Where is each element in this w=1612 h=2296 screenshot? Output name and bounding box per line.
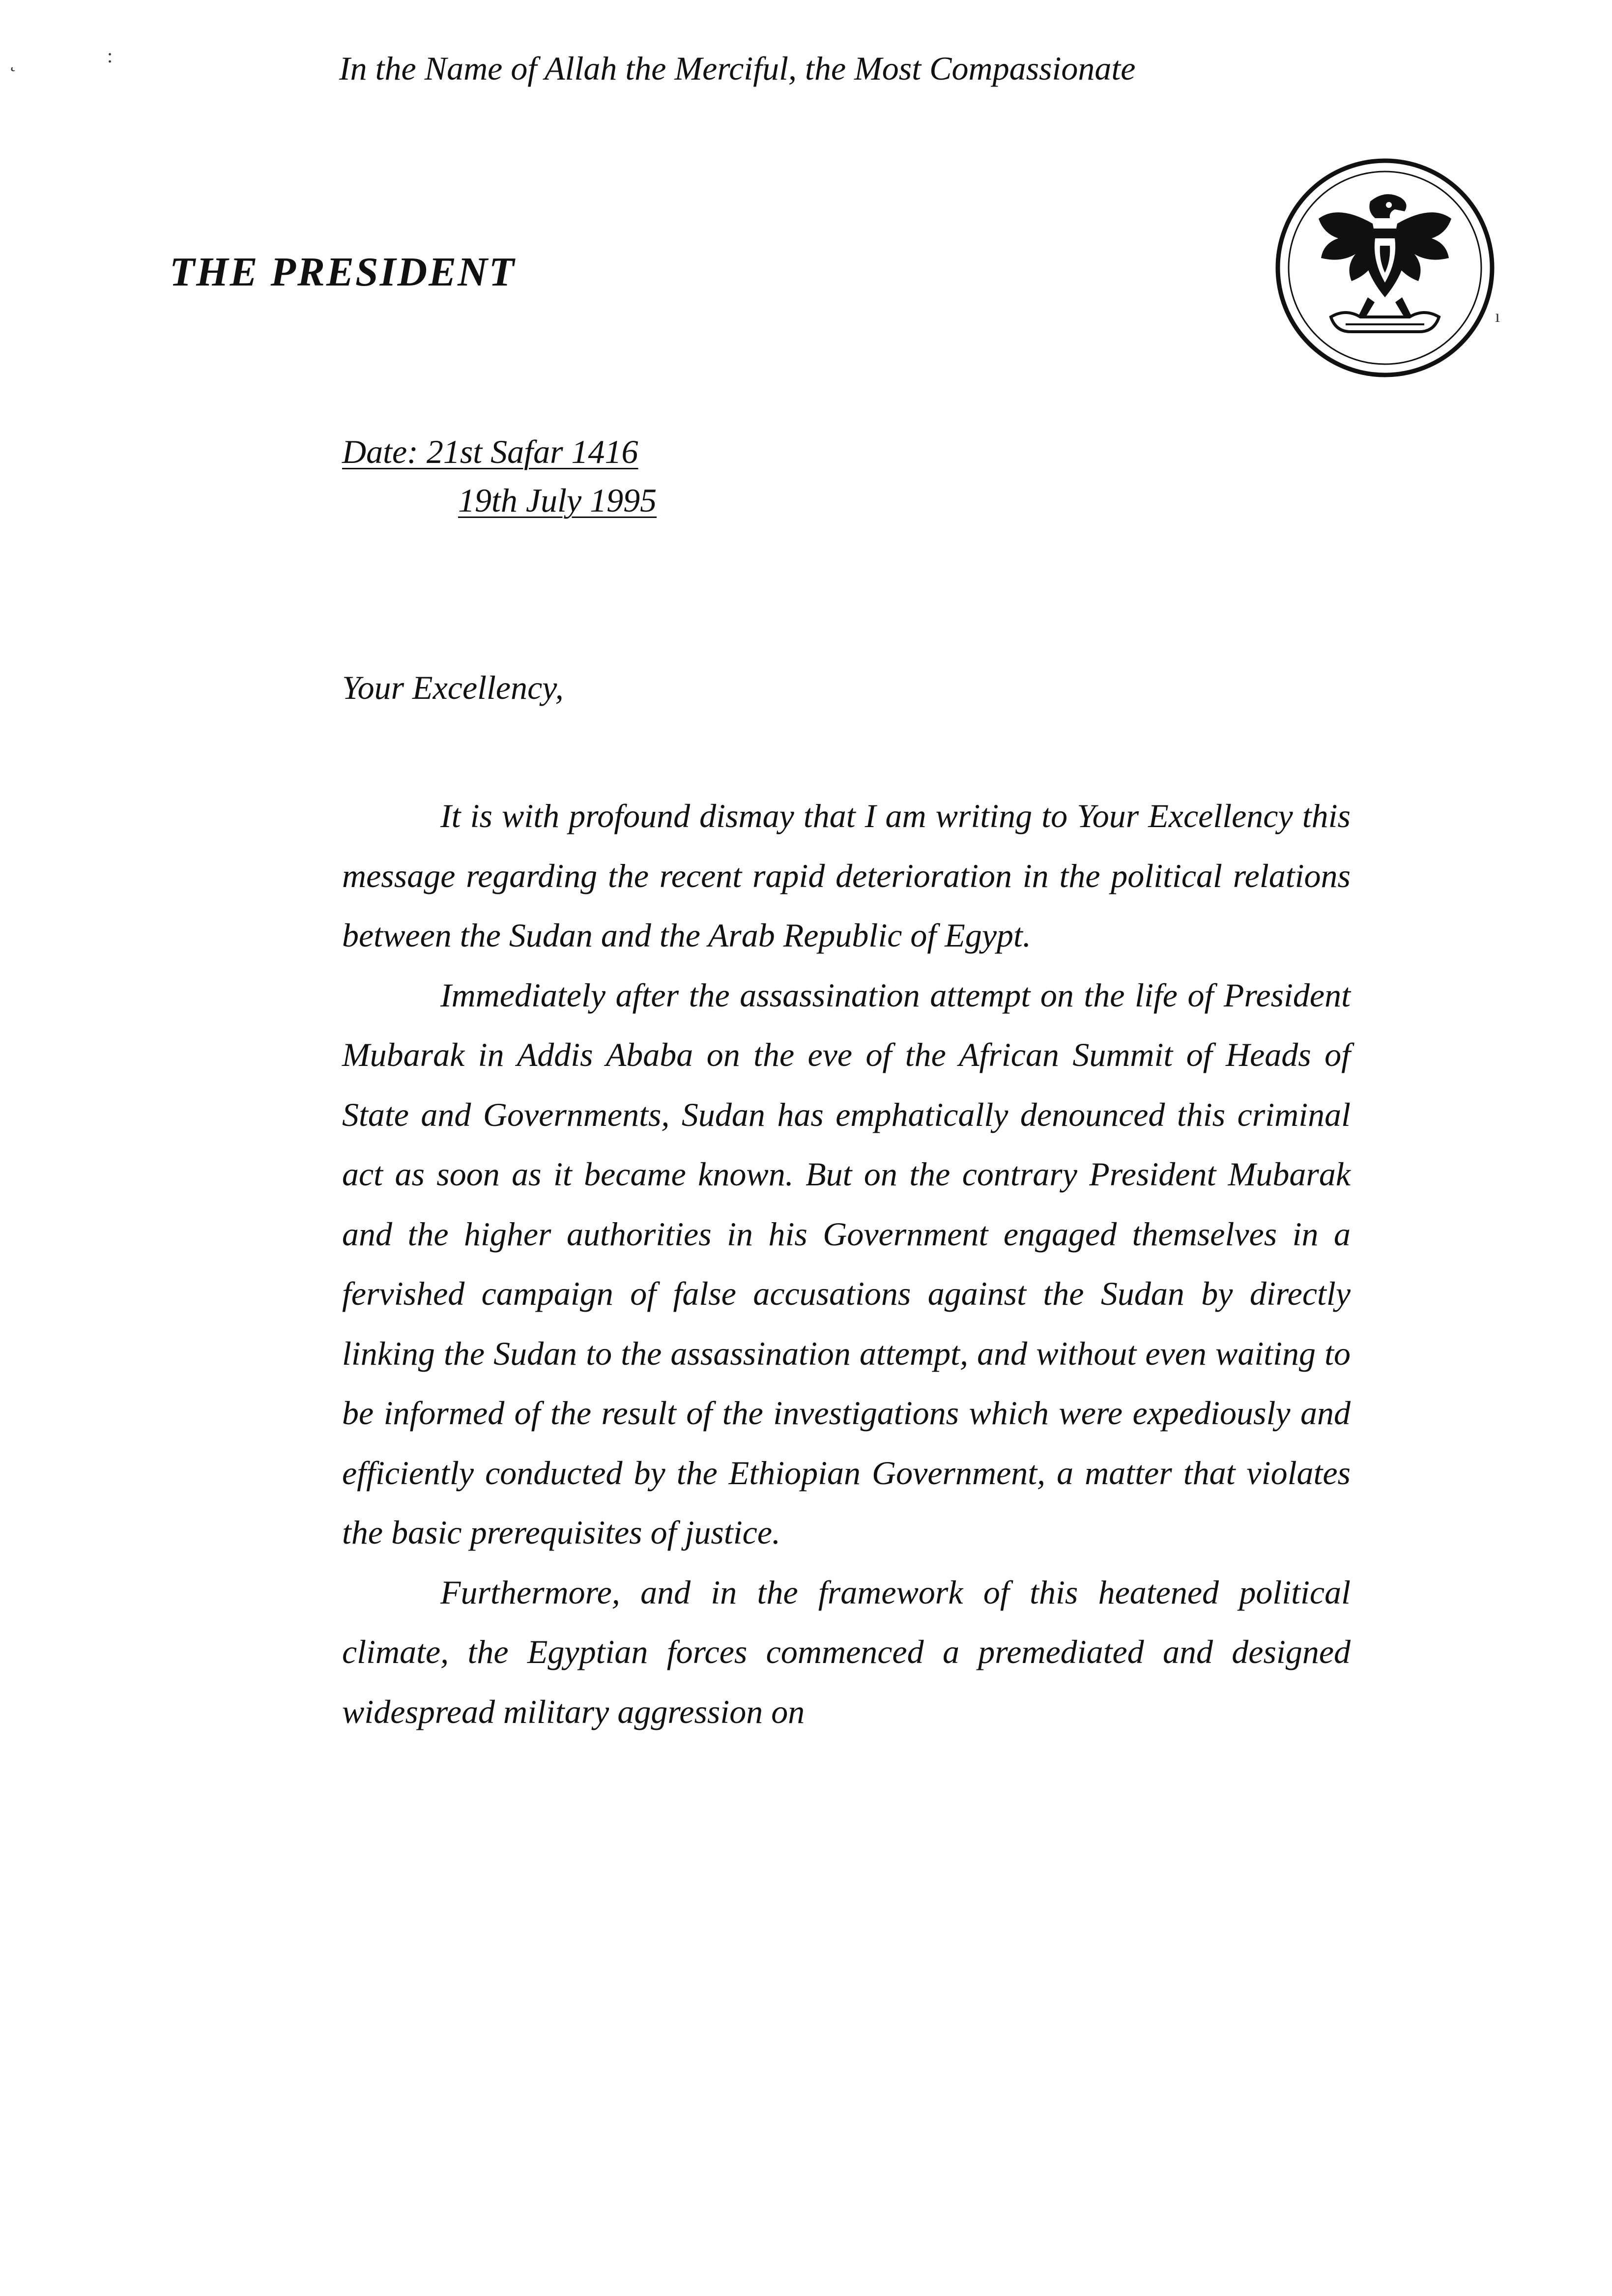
date-gregorian: 19th July 1995 bbox=[458, 481, 657, 519]
scan-speck: : bbox=[107, 45, 113, 67]
sudan-coat-of-arms-icon bbox=[1272, 155, 1498, 381]
salutation: Your Excellency, bbox=[342, 669, 564, 706]
invocation-line: In the Name of Allah the Merciful, the Most Compassionate bbox=[339, 50, 1136, 87]
page-title: THE PRESIDENT bbox=[170, 249, 516, 295]
scan-speck: ˛ bbox=[10, 50, 17, 72]
paragraph: Immediately after the assassination attempt on the life of President Mubarak in Addis Ababa on the eve of the African Summit of Heads of State and Governments, Sudan has emphatically denounced this criminal act as soon as it became known. But on the contrary President Mubarak and the higher authorities in his Government engaged themselves in a fervished campaign of false accusations against the Sudan by directly linking the Sudan to the assassination attempt, and without even waiting to be informed of the result of the investigations which were expediously and efficiently conducted by the Ethiopian Government, a matter that violates the basic prerequisites of justice. bbox=[342, 976, 1351, 1551]
paragraph: Furthermore, and in the framework of this heatened political climate, the Egyptian forces commenced a premediated and designed widespread military aggression on bbox=[342, 1573, 1351, 1730]
letter-body bbox=[342, 786, 1351, 1742]
scan-speck: ı bbox=[1495, 306, 1500, 326]
paragraph: It is with profound dismay that I am writing to Your Excellency this message regarding the recent rapid deterioration in the political relations between the Sudan and the Arab Republic of Egypt. bbox=[342, 797, 1351, 954]
date-hijri: Date: 21st Safar 1416 bbox=[342, 433, 638, 470]
date-block bbox=[342, 428, 657, 524]
